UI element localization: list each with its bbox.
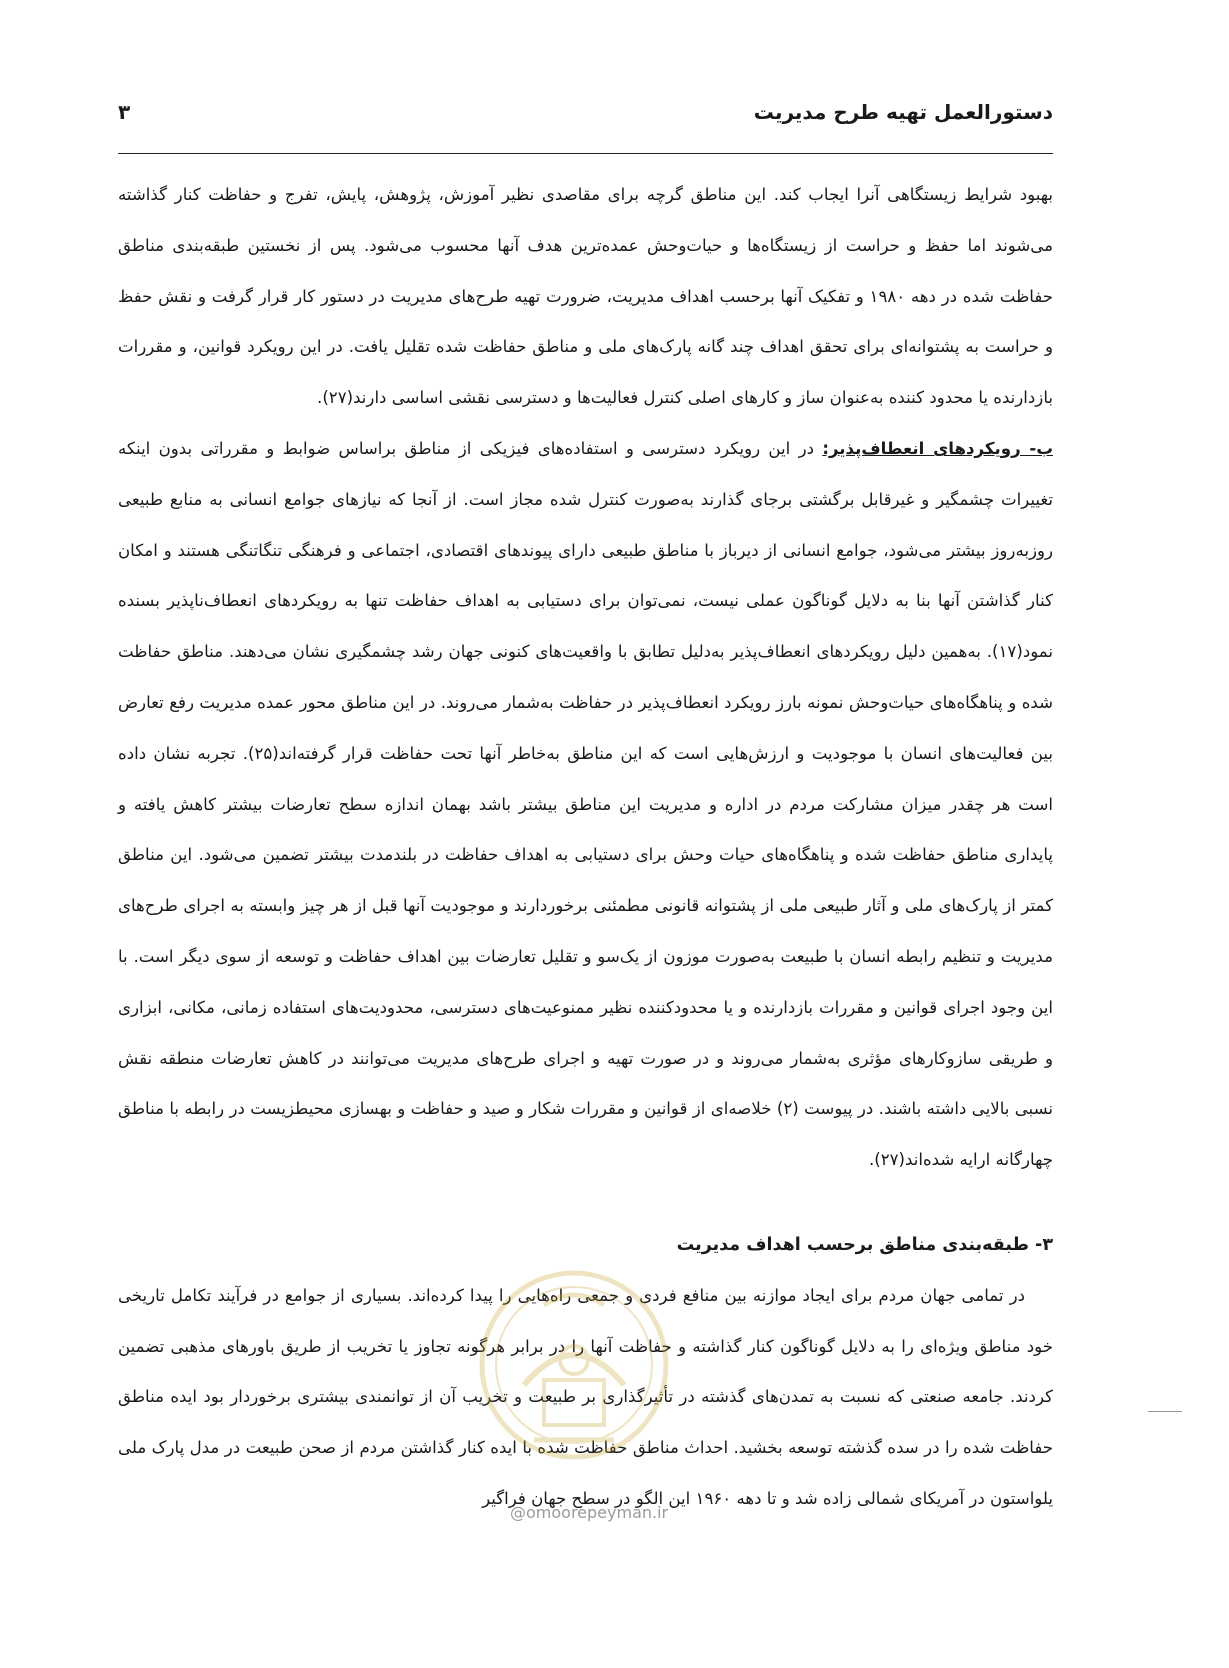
paragraph-2-lead-term: ب- رویکردهای انعطاف‌پذیر: (822, 438, 1053, 458)
margin-mark (1148, 1411, 1182, 1412)
paragraph-2-text: در این رویکرد دسترسی و استفاده‌های فیزیکی از مناطق براساس ضوابط و مقرراتی بدون اینکه تغییرات چشمگیر و غیرقابل برگشتی برجای گذارند به‌صورت کنترل شده مجاز است. از آنجا که نیازهای جوامع انسانی به منابع طبیعی روزبه‌روز بیشتر می‌شود، جوامع انسانی از دیرباز با مناطق طبیعی دارای پیوندهای اقتصادی، اجتماعی و فرهنگی تنگاتنگی هستند و امکان کنار گذاشتن آنها بنا به دلایل گوناگون عملی نیست، نمی‌توان برای دستیابی به اهداف حفاظت تنها به رویکردهای انعطاف‌ناپذیر بسنده نمود(۱۷). به‌همین دلیل رویکردهای انعطاف‌پذیر به‌دلیل تطابق با واقعیت‌های کنونی جهان رشد چشمگیری نشان می‌دهند. مناطق حفاظت شده و پناهگاه‌های حیات‌وحش نمونه بارز رویکرد انعطاف‌پذیر در حفاظت به‌شمار می‌روند. در این مناطق محور عمده مدیریت رفع تعارض بین فعالیت‌های انسان با موجودیت و ارزش‌هایی است که این مناطق به‌خاطر آنها تحت حفاظت قرار گرفته‌اند(۲۵). تجربه نشان داده است هر چقدر میزان مشارکت مردم در اداره و مدیریت این مناطق بیشتر باشد بهمان اندازه سطح تعارضات بیشتر کاهش یافته و پایداری مناطق حفاظت شده و پناهگاه‌های حیات وحش برای دستیابی به اهداف حفاظت در بلندمدت بیشتر تضمین می‌شود. این مناطق کمتر از پارک‌های ملی و آثار طبیعی ملی از پشتوانه قانونی مطمئنی برخوردارند و موجودیت آنها قبل از هر چیز وابسته به اجرای طرح‌های مدیریت و تنظیم رابطه انسان با طبیعت به‌صورت موزون از یک‌سو و تقلیل تعارضات بین اهداف حفاظت و توسعه از سوی دیگر است. با این وجود اجرای قوانین و مقررات بازدارنده و یا محدودکننده نظیر ممنوعیت‌های دسترسی، محدودیت‌های استفاده زمانی، مکانی، ابزاری و طریقی سازوکارهای مؤثری به‌شمار می‌روند و در صورت تهیه و اجرای طرح‌های مدیریت می‌توانند در کاهش تعارضات منطقه نقش نسبی بالایی داشته باشند. در پیوست (۲) خلاصه‌ای از قوانین و مقررات شکار و صید و حفاظت و بهسازی محیطزیست در رابطه با مناطق چهارگانه ارایه شده‌اند(۲۷). (118, 438, 1053, 1170)
paragraph-1: بهبود شرایط زیستگاهی آنرا ایجاب کند. این مناطق گرچه برای مقاصدی نظیر آموزش، پژوهش، پایش، تفرج و حفاظت کنار گذاشته می‌شوند اما حفظ و حراست از زیستگاه‌ها و حیات‌وحش عمده‌ترین هدف آنها محسوب می‌شود. پس از نخستین طبقه‌بندی مناطق حفاظت شده در دهه ۱۹۸۰ و تفکیک آنها برحسب اهداف مدیریت، ضرورت تهیه طرح‌های مدیریت در دستور کار قرار گرفت و نقش حفظ و حراست به پشتوانه‌ای برای تحقق اهداف چند گانه پارک‌های ملی و مناطق حفاظت شده تقلیل یافت. در این رویکرد قوانین، و مقررات بازدارنده یا محدود کننده به‌عنوان ساز و کارهای اصلی کنترل فعالیت‌ها و دسترسی نقشی اساسی دارند(۲۷). (118, 185, 1053, 408)
body-text (118, 170, 1053, 1525)
paragraph-2 (118, 424, 1053, 1186)
header-rule (118, 153, 1053, 154)
page-number: ۳ (118, 100, 131, 124)
watermark-url: @omoorepeyman.ir (510, 1503, 669, 1522)
running-title: دستورالعمل تهیه طرح مدیریت (753, 100, 1053, 124)
section-heading: ۳- طبقه‌بندی مناطق برحسب اهداف مدیریت (676, 1234, 1053, 1255)
paragraph-3: در تمامی جهان مردم برای ایجاد موازنه بین منافع فردی و جمعی راه‌هایی را پیدا کرده‌اند. بسیاری از جوامع در فرآیند تکامل تاریخی خود مناطق ویژه‌ای را به دلایل گوناگون کنار گذاشته و حفاظت آنها را در برابر هرگونه تجاوز یا تخریب از طریق باورهای مذهبی تضمین کردند. جامعه صنعتی که نسبت به تمدن‌های گذشته در تأثیرگذاری بر طبیعت و تخریب آن از توانمندی بیشتری برخوردار بود ایده مناطق حفاظت شده را در سده گذشته توسعه بخشید. احداث مناطق حفاظت شده با ایده کنار گذاشتن مردم از صحن طبیعت در مدل پارک ملی یلواستون در آمریکای شمالی زاده شد و تا دهه ۱۹۶۰ این الگو در سطح جهان فراگیر (118, 1285, 1053, 1508)
running-header (118, 92, 1053, 132)
